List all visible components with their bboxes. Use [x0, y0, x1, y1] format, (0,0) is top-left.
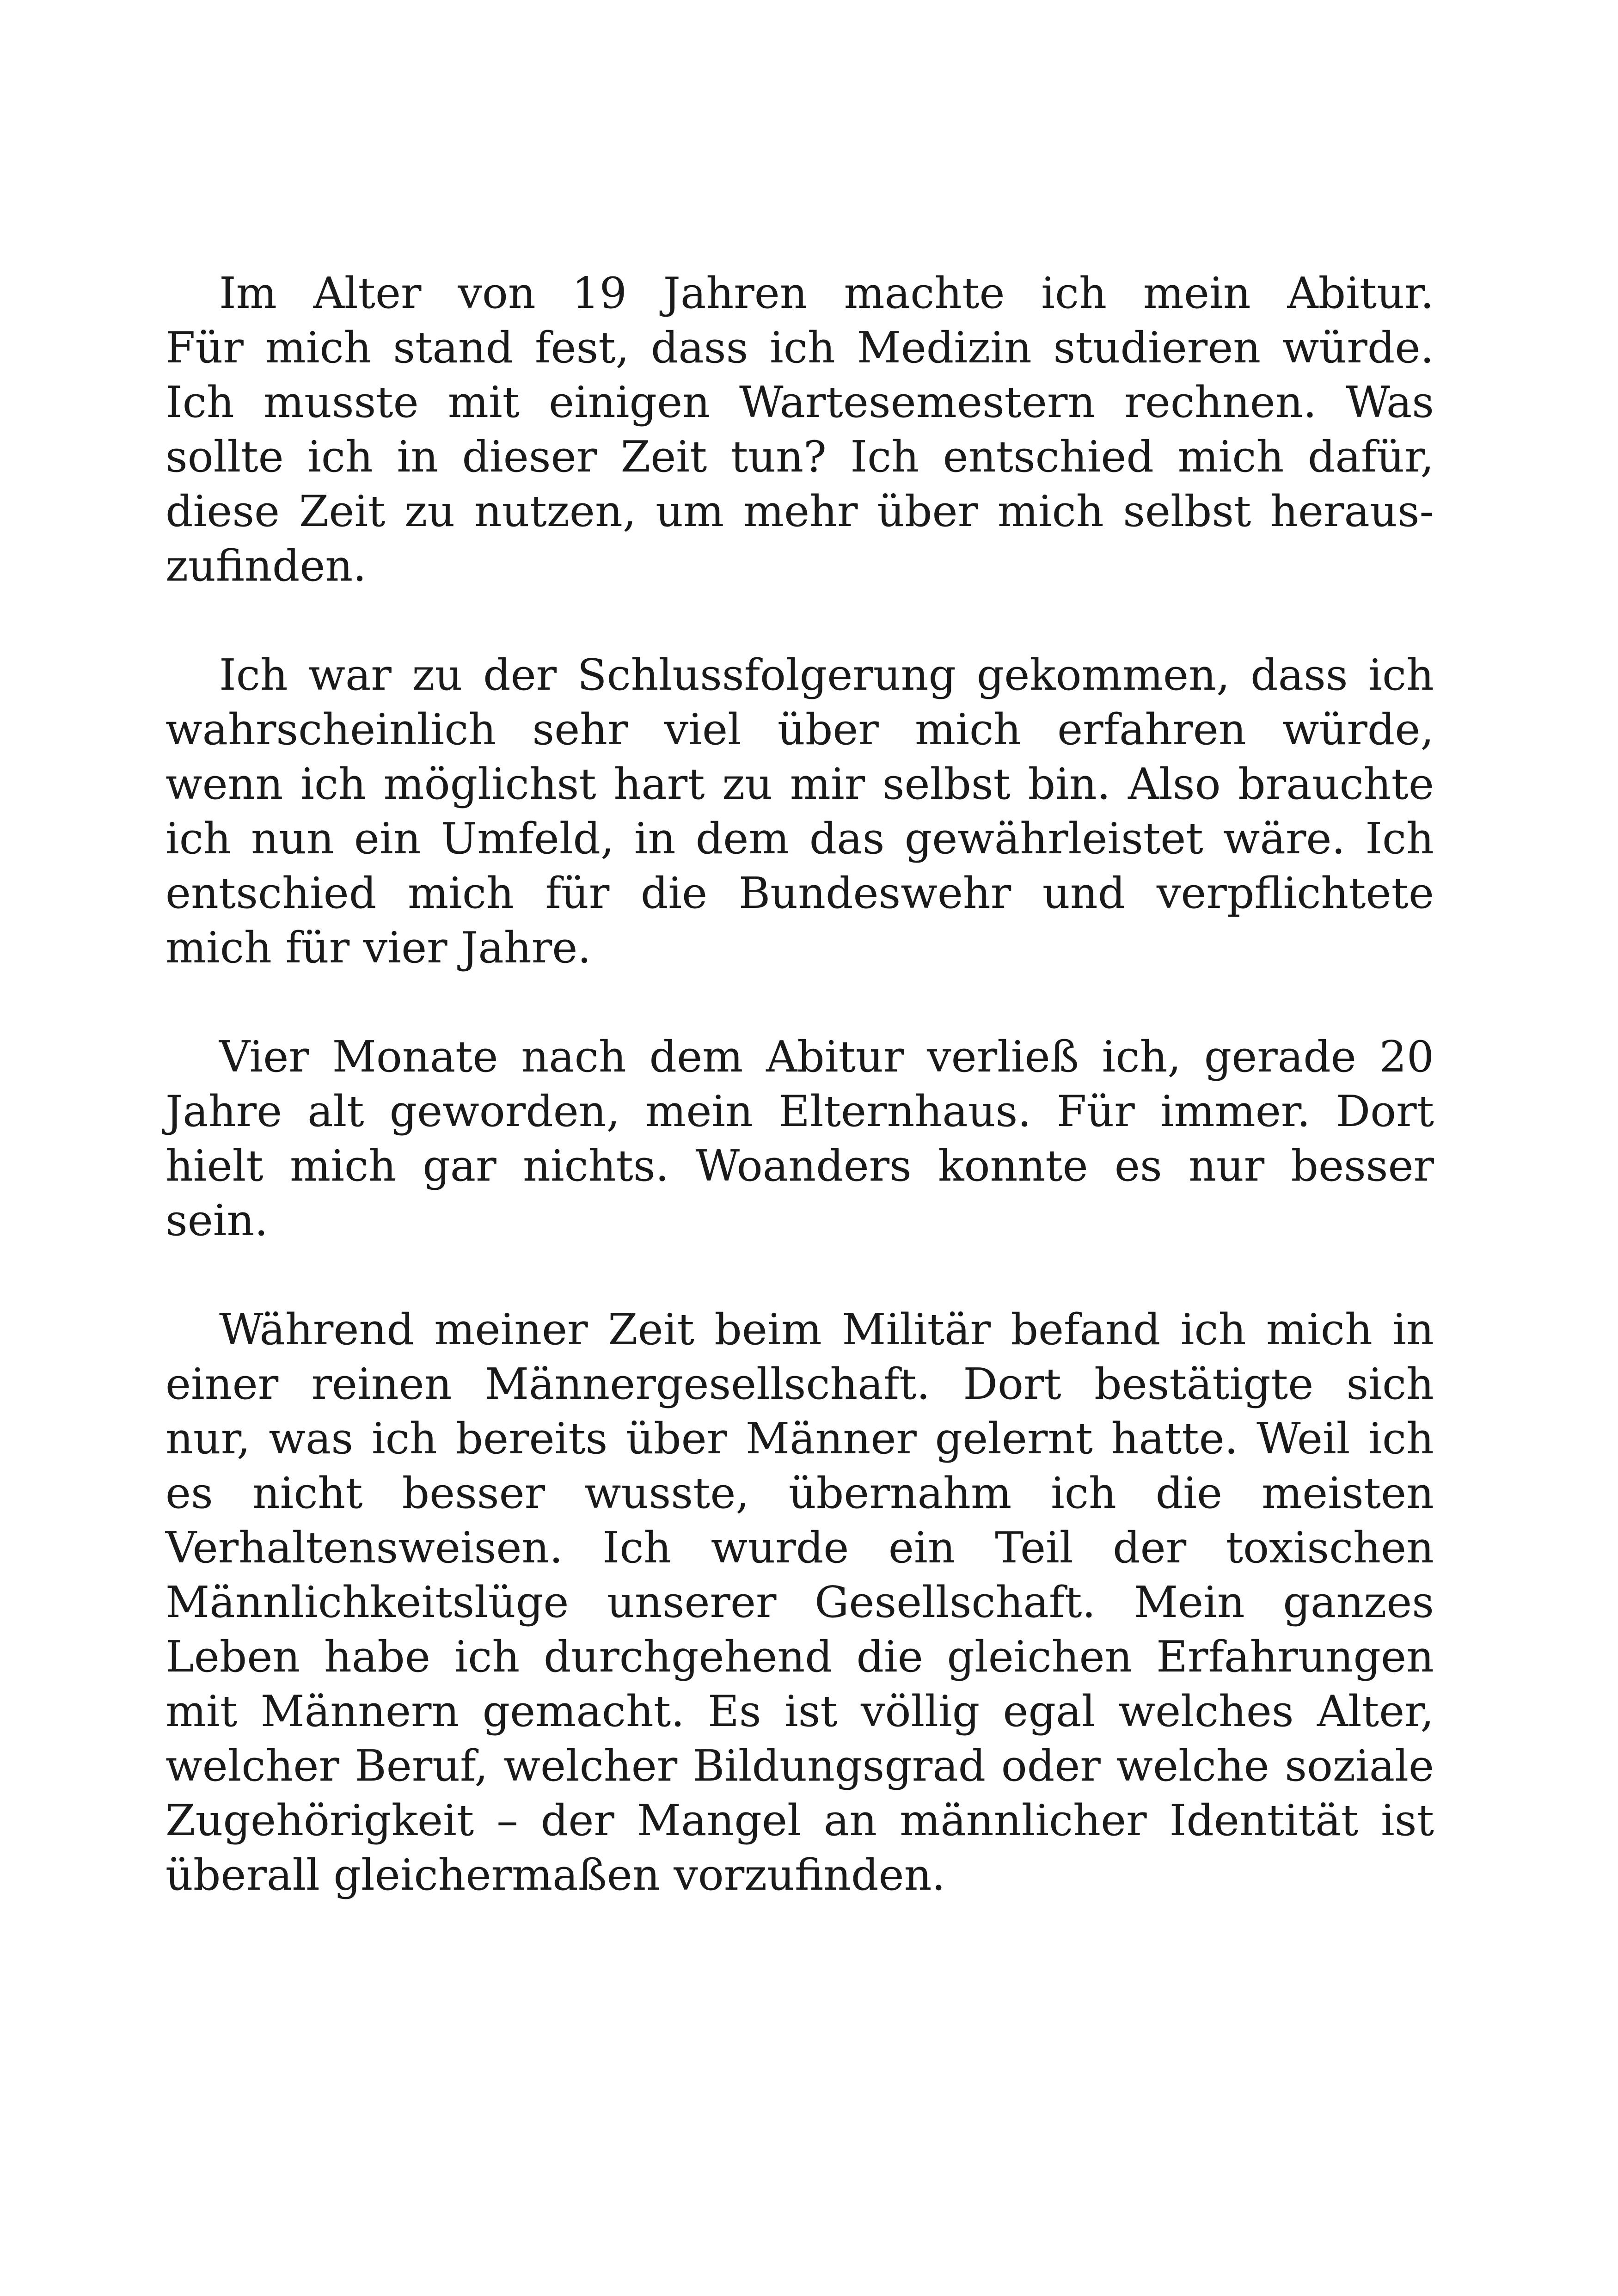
text-line: sein.	[165, 1195, 268, 1245]
text-line: wahrscheinlich sehr viel über mich erfahren würde,	[165, 704, 1434, 754]
text-line: Im Alter von 19 Jahren machte ich mein Abitur.	[219, 268, 1434, 318]
text-line: Während meiner Zeit beim Militär befand ich mich in	[219, 1304, 1434, 1354]
text-line: Ich musste mit einigen Wartesemestern rechnen. Was	[165, 377, 1434, 427]
text-line: es nicht besser wusste, übernahm ich die meisten	[165, 1468, 1434, 1518]
text-line: Jahre alt geworden, mein Elternhaus. Für immer. Dort	[165, 1086, 1434, 1136]
paragraph-4	[165, 1302, 1434, 1902]
paragraph-1	[165, 266, 1434, 593]
text-line: mit Männern gemacht. Es ist völlig egal welches Alter,	[165, 1686, 1434, 1736]
text-line: einer reinen Männergesellschaft. Dort bestätigte sich	[165, 1359, 1434, 1409]
text-line: Zugehörigkeit – der Mangel an männlicher Identität ist	[165, 1795, 1434, 1845]
paragraph-2	[165, 648, 1434, 975]
text-line: überall gleichermaßen vorzufinden.	[165, 1850, 946, 1900]
text-line: Für mich stand fest, dass ich Medizin studieren würde.	[165, 323, 1434, 373]
text-line: hielt mich gar nichts. Woanders konnte es nur besser	[165, 1141, 1434, 1191]
text-line: zufinden.	[165, 541, 367, 591]
text-line: wenn ich möglichst hart zu mir selbst bin. Also brauchte	[165, 759, 1434, 809]
text-line: diese Zeit zu nutzen, um mehr über mich selbst heraus-	[165, 486, 1434, 536]
text-line: sollte ich in dieser Zeit tun? Ich entschied mich dafür,	[165, 432, 1434, 482]
text-line: Verhaltensweisen. Ich wurde ein Teil der toxischen	[165, 1523, 1434, 1573]
text-line: entschied mich für die Bundeswehr und verpflichtete	[165, 868, 1434, 918]
text-line: welcher Beruf, welcher Bildungsgrad oder welche soziale	[165, 1741, 1434, 1791]
text-line: mich für vier Jahre.	[165, 923, 591, 973]
text-line: Ich war zu der Schlussfolgerung gekommen, dass ich	[219, 650, 1434, 700]
text-line: Leben habe ich durchgehend die gleichen Erfahrungen	[165, 1632, 1434, 1682]
text-line: nur, was ich bereits über Männer gelernt hatte. Weil ich	[165, 1414, 1434, 1463]
paragraph-3	[165, 1029, 1434, 1248]
text-line: Vier Monate nach dem Abitur verließ ich, gerade 20	[219, 1032, 1434, 1082]
body-text	[165, 266, 1434, 1957]
text-line: Männlichkeitslüge unserer Gesellschaft. Mein ganzes	[165, 1577, 1434, 1627]
text-line: ich nun ein Umfeld, in dem das gewährleistet wäre. Ich	[165, 814, 1434, 863]
